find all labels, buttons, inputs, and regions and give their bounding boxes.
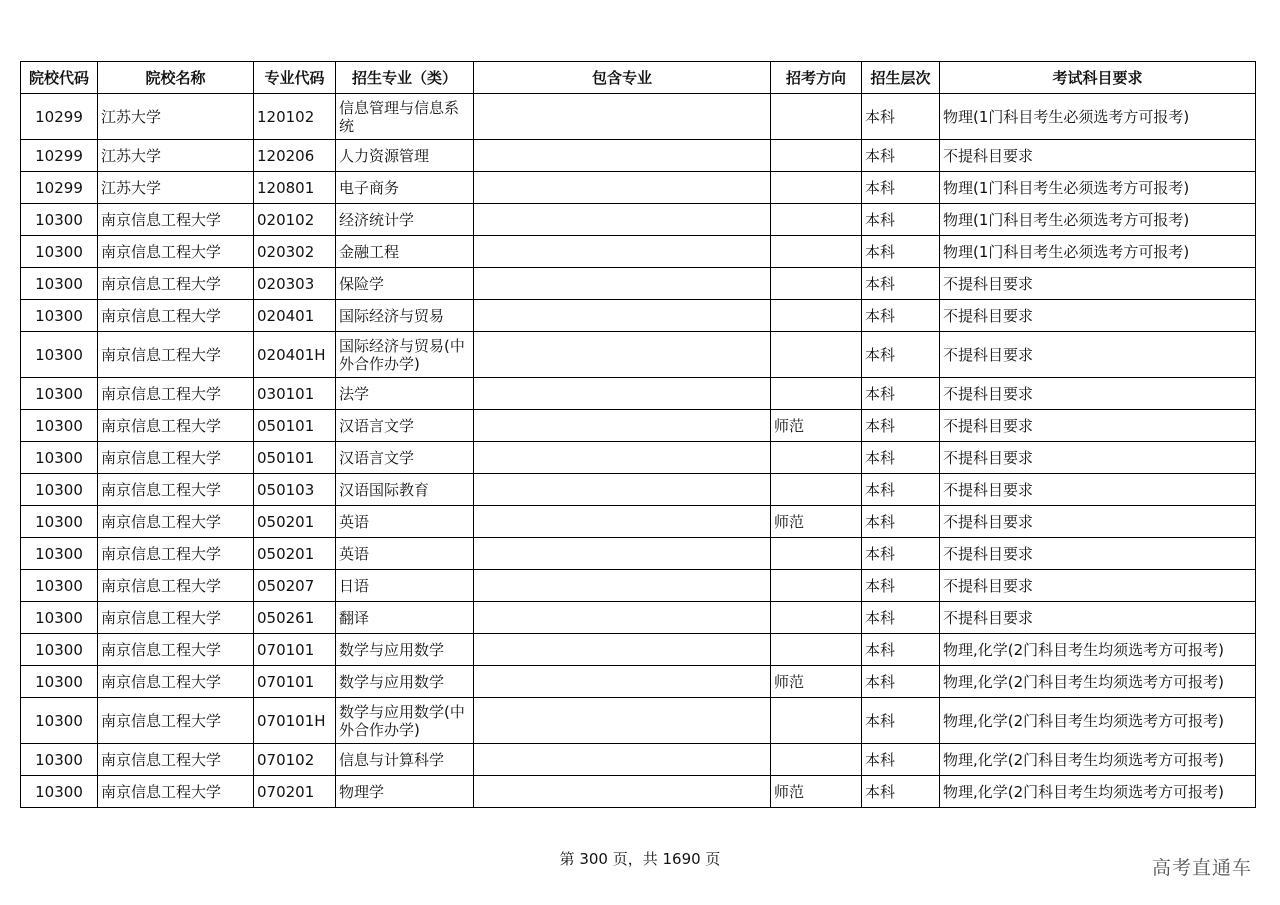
cell-level: 本科 — [862, 698, 940, 744]
table-row — [21, 602, 1256, 634]
cell-school-code: 10300 — [21, 634, 98, 666]
header-school-code: 院校代码 — [21, 62, 98, 94]
cell-school-name: 南京信息工程大学 — [98, 634, 254, 666]
cell-major-code: 050101 — [254, 410, 336, 442]
table-row — [21, 570, 1256, 602]
table-row — [21, 442, 1256, 474]
cell-major-name: 信息管理与信息系统 — [336, 94, 474, 140]
cell-major-code: 120206 — [254, 140, 336, 172]
cell-included-majors — [474, 698, 771, 744]
cell-major-code: 030101 — [254, 378, 336, 410]
cell-included-majors — [474, 538, 771, 570]
cell-level: 本科 — [862, 538, 940, 570]
cell-level: 本科 — [862, 268, 940, 300]
table-row — [21, 474, 1256, 506]
cell-level: 本科 — [862, 474, 940, 506]
cell-major-code: 070101 — [254, 634, 336, 666]
cell-included-majors — [474, 506, 771, 538]
cell-level: 本科 — [862, 666, 940, 698]
cell-direction: 师范 — [771, 410, 862, 442]
cell-major-code: 050261 — [254, 602, 336, 634]
cell-included-majors — [474, 474, 771, 506]
cell-direction — [771, 378, 862, 410]
cell-subject-requirement: 物理,化学(2门科目考生均须选考方可报考) — [940, 776, 1256, 808]
cell-school-code: 10300 — [21, 378, 98, 410]
cell-school-code: 10300 — [21, 666, 98, 698]
cell-level: 本科 — [862, 634, 940, 666]
cell-direction — [771, 236, 862, 268]
cell-school-code: 10300 — [21, 506, 98, 538]
cell-school-name: 南京信息工程大学 — [98, 236, 254, 268]
cell-school-name: 南京信息工程大学 — [98, 776, 254, 808]
cell-included-majors — [474, 378, 771, 410]
header-major: 招生专业（类） — [336, 62, 474, 94]
cell-school-code: 10300 — [21, 776, 98, 808]
cell-subject-requirement: 物理(1门科目考生必须选考方可报考) — [940, 172, 1256, 204]
table-row — [21, 378, 1256, 410]
table-row — [21, 140, 1256, 172]
cell-direction — [771, 268, 862, 300]
table-row — [21, 94, 1256, 140]
cell-included-majors — [474, 666, 771, 698]
cell-direction: 师范 — [771, 506, 862, 538]
cell-included-majors — [474, 268, 771, 300]
cell-level: 本科 — [862, 744, 940, 776]
cell-major-name: 英语 — [336, 506, 474, 538]
cell-level: 本科 — [862, 602, 940, 634]
cell-major-code: 120102 — [254, 94, 336, 140]
cell-level: 本科 — [862, 332, 940, 378]
cell-major-code: 050101 — [254, 442, 336, 474]
cell-major-name: 保险学 — [336, 268, 474, 300]
cell-level: 本科 — [862, 442, 940, 474]
cell-direction: 师范 — [771, 776, 862, 808]
cell-school-code: 10299 — [21, 94, 98, 140]
cell-school-code: 10300 — [21, 474, 98, 506]
cell-subject-requirement: 不提科目要求 — [940, 410, 1256, 442]
cell-subject-requirement: 物理(1门科目考生必须选考方可报考) — [940, 236, 1256, 268]
cell-major-name: 经济统计学 — [336, 204, 474, 236]
cell-subject-requirement: 不提科目要求 — [940, 300, 1256, 332]
cell-direction: 师范 — [771, 666, 862, 698]
cell-direction — [771, 538, 862, 570]
cell-included-majors — [474, 776, 771, 808]
cell-direction — [771, 698, 862, 744]
cell-school-name: 南京信息工程大学 — [98, 300, 254, 332]
table-row — [21, 506, 1256, 538]
cell-school-code: 10300 — [21, 236, 98, 268]
cell-major-name: 数学与应用数学 — [336, 634, 474, 666]
table-row — [21, 236, 1256, 268]
header-school-name: 院校名称 — [98, 62, 254, 94]
cell-school-name: 南京信息工程大学 — [98, 538, 254, 570]
cell-school-code: 10300 — [21, 538, 98, 570]
cell-subject-requirement: 不提科目要求 — [940, 474, 1256, 506]
cell-major-name: 物理学 — [336, 776, 474, 808]
cell-major-name: 数学与应用数学(中外合作办学) — [336, 698, 474, 744]
cell-school-name: 江苏大学 — [98, 140, 254, 172]
cell-included-majors — [474, 442, 771, 474]
table-row — [21, 332, 1256, 378]
header-direction: 招考方向 — [771, 62, 862, 94]
cell-level: 本科 — [862, 204, 940, 236]
table-row — [21, 268, 1256, 300]
cell-major-code: 070102 — [254, 744, 336, 776]
cell-subject-requirement: 物理,化学(2门科目考生均须选考方可报考) — [940, 744, 1256, 776]
cell-school-name: 南京信息工程大学 — [98, 666, 254, 698]
cell-included-majors — [474, 236, 771, 268]
cell-level: 本科 — [862, 140, 940, 172]
cell-direction — [771, 94, 862, 140]
cell-included-majors — [474, 204, 771, 236]
cell-major-name: 国际经济与贸易 — [336, 300, 474, 332]
cell-direction — [771, 140, 862, 172]
table-row — [21, 744, 1256, 776]
page-footer: 第 300 页，共 1690 页 — [559, 850, 721, 868]
cell-level: 本科 — [862, 300, 940, 332]
cell-major-code: 020303 — [254, 268, 336, 300]
cell-subject-requirement: 不提科目要求 — [940, 378, 1256, 410]
cell-subject-requirement: 不提科目要求 — [940, 442, 1256, 474]
cell-level: 本科 — [862, 410, 940, 442]
cell-major-name: 翻译 — [336, 602, 474, 634]
cell-direction — [771, 172, 862, 204]
cell-school-code: 10300 — [21, 332, 98, 378]
cell-school-code: 10300 — [21, 268, 98, 300]
cell-major-name: 法学 — [336, 378, 474, 410]
cell-school-code: 10300 — [21, 602, 98, 634]
cell-direction — [771, 300, 862, 332]
cell-school-code: 10300 — [21, 204, 98, 236]
admissions-table — [20, 61, 1256, 808]
cell-school-code: 10300 — [21, 410, 98, 442]
cell-direction — [771, 474, 862, 506]
table-row — [21, 538, 1256, 570]
cell-included-majors — [474, 634, 771, 666]
cell-level: 本科 — [862, 94, 940, 140]
table-row — [21, 300, 1256, 332]
cell-level: 本科 — [862, 236, 940, 268]
cell-school-code: 10300 — [21, 698, 98, 744]
cell-school-name: 南京信息工程大学 — [98, 570, 254, 602]
cell-major-code: 050103 — [254, 474, 336, 506]
cell-subject-requirement: 不提科目要求 — [940, 602, 1256, 634]
cell-major-code: 020401 — [254, 300, 336, 332]
cell-direction — [771, 204, 862, 236]
cell-major-name: 汉语言文学 — [336, 442, 474, 474]
cell-major-code: 070101H — [254, 698, 336, 744]
cell-subject-requirement: 不提科目要求 — [940, 140, 1256, 172]
table-header-row — [21, 62, 1256, 94]
cell-subject-requirement: 物理,化学(2门科目考生均须选考方可报考) — [940, 666, 1256, 698]
cell-major-name: 英语 — [336, 538, 474, 570]
cell-included-majors — [474, 602, 771, 634]
cell-subject-requirement: 不提科目要求 — [940, 506, 1256, 538]
table-row — [21, 666, 1256, 698]
cell-school-name: 南京信息工程大学 — [98, 474, 254, 506]
cell-school-code: 10300 — [21, 442, 98, 474]
cell-included-majors — [474, 332, 771, 378]
cell-major-code: 020102 — [254, 204, 336, 236]
cell-major-name: 数学与应用数学 — [336, 666, 474, 698]
cell-subject-requirement: 物理,化学(2门科目考生均须选考方可报考) — [940, 634, 1256, 666]
cell-subject-requirement: 不提科目要求 — [940, 332, 1256, 378]
cell-included-majors — [474, 570, 771, 602]
cell-direction — [771, 602, 862, 634]
cell-direction — [771, 634, 862, 666]
header-major-code: 专业代码 — [254, 62, 336, 94]
cell-major-name: 日语 — [336, 570, 474, 602]
cell-direction — [771, 570, 862, 602]
cell-major-code: 070201 — [254, 776, 336, 808]
cell-major-name: 国际经济与贸易(中外合作办学) — [336, 332, 474, 378]
cell-level: 本科 — [862, 378, 940, 410]
cell-school-code: 10300 — [21, 570, 98, 602]
cell-direction — [771, 332, 862, 378]
cell-direction — [771, 744, 862, 776]
table-row — [21, 410, 1256, 442]
cell-school-name: 南京信息工程大学 — [98, 744, 254, 776]
cell-major-code: 050201 — [254, 506, 336, 538]
cell-school-code: 10300 — [21, 300, 98, 332]
cell-school-name: 江苏大学 — [98, 172, 254, 204]
cell-level: 本科 — [862, 776, 940, 808]
cell-included-majors — [474, 172, 771, 204]
cell-major-code: 070101 — [254, 666, 336, 698]
table-row — [21, 204, 1256, 236]
cell-school-name: 南京信息工程大学 — [98, 332, 254, 378]
cell-major-name: 信息与计算科学 — [336, 744, 474, 776]
cell-subject-requirement: 不提科目要求 — [940, 538, 1256, 570]
watermark: 高考直通车 — [1151, 857, 1252, 879]
cell-school-name: 南京信息工程大学 — [98, 410, 254, 442]
cell-school-name: 南京信息工程大学 — [98, 602, 254, 634]
cell-level: 本科 — [862, 172, 940, 204]
cell-school-name: 江苏大学 — [98, 94, 254, 140]
cell-major-code: 020302 — [254, 236, 336, 268]
table-row — [21, 634, 1256, 666]
cell-included-majors — [474, 140, 771, 172]
cell-level: 本科 — [862, 570, 940, 602]
cell-school-code: 10300 — [21, 744, 98, 776]
cell-subject-requirement: 物理(1门科目考生必须选考方可报考) — [940, 94, 1256, 140]
header-included-majors: 包含专业 — [474, 62, 771, 94]
cell-school-name: 南京信息工程大学 — [98, 506, 254, 538]
table-row — [21, 698, 1256, 744]
cell-major-name: 汉语言文学 — [336, 410, 474, 442]
cell-included-majors — [474, 410, 771, 442]
cell-included-majors — [474, 744, 771, 776]
cell-level: 本科 — [862, 506, 940, 538]
cell-school-name: 南京信息工程大学 — [98, 442, 254, 474]
cell-major-code: 120801 — [254, 172, 336, 204]
cell-direction — [771, 442, 862, 474]
cell-major-code: 050207 — [254, 570, 336, 602]
cell-major-code: 020401H — [254, 332, 336, 378]
cell-school-name: 南京信息工程大学 — [98, 268, 254, 300]
cell-included-majors — [474, 300, 771, 332]
cell-major-name: 电子商务 — [336, 172, 474, 204]
header-level: 招生层次 — [862, 62, 940, 94]
cell-major-name: 人力资源管理 — [336, 140, 474, 172]
cell-school-code: 10299 — [21, 172, 98, 204]
cell-major-code: 050201 — [254, 538, 336, 570]
header-subject-requirement: 考试科目要求 — [940, 62, 1256, 94]
cell-school-name: 南京信息工程大学 — [98, 204, 254, 236]
cell-included-majors — [474, 94, 771, 140]
cell-major-name: 汉语国际教育 — [336, 474, 474, 506]
cell-major-name: 金融工程 — [336, 236, 474, 268]
cell-subject-requirement: 不提科目要求 — [940, 268, 1256, 300]
cell-school-code: 10299 — [21, 140, 98, 172]
cell-subject-requirement: 物理,化学(2门科目考生均须选考方可报考) — [940, 698, 1256, 744]
table-row — [21, 172, 1256, 204]
cell-school-name: 南京信息工程大学 — [98, 378, 254, 410]
table-row — [21, 776, 1256, 808]
cell-subject-requirement: 物理(1门科目考生必须选考方可报考) — [940, 204, 1256, 236]
cell-subject-requirement: 不提科目要求 — [940, 570, 1256, 602]
cell-school-name: 南京信息工程大学 — [98, 698, 254, 744]
